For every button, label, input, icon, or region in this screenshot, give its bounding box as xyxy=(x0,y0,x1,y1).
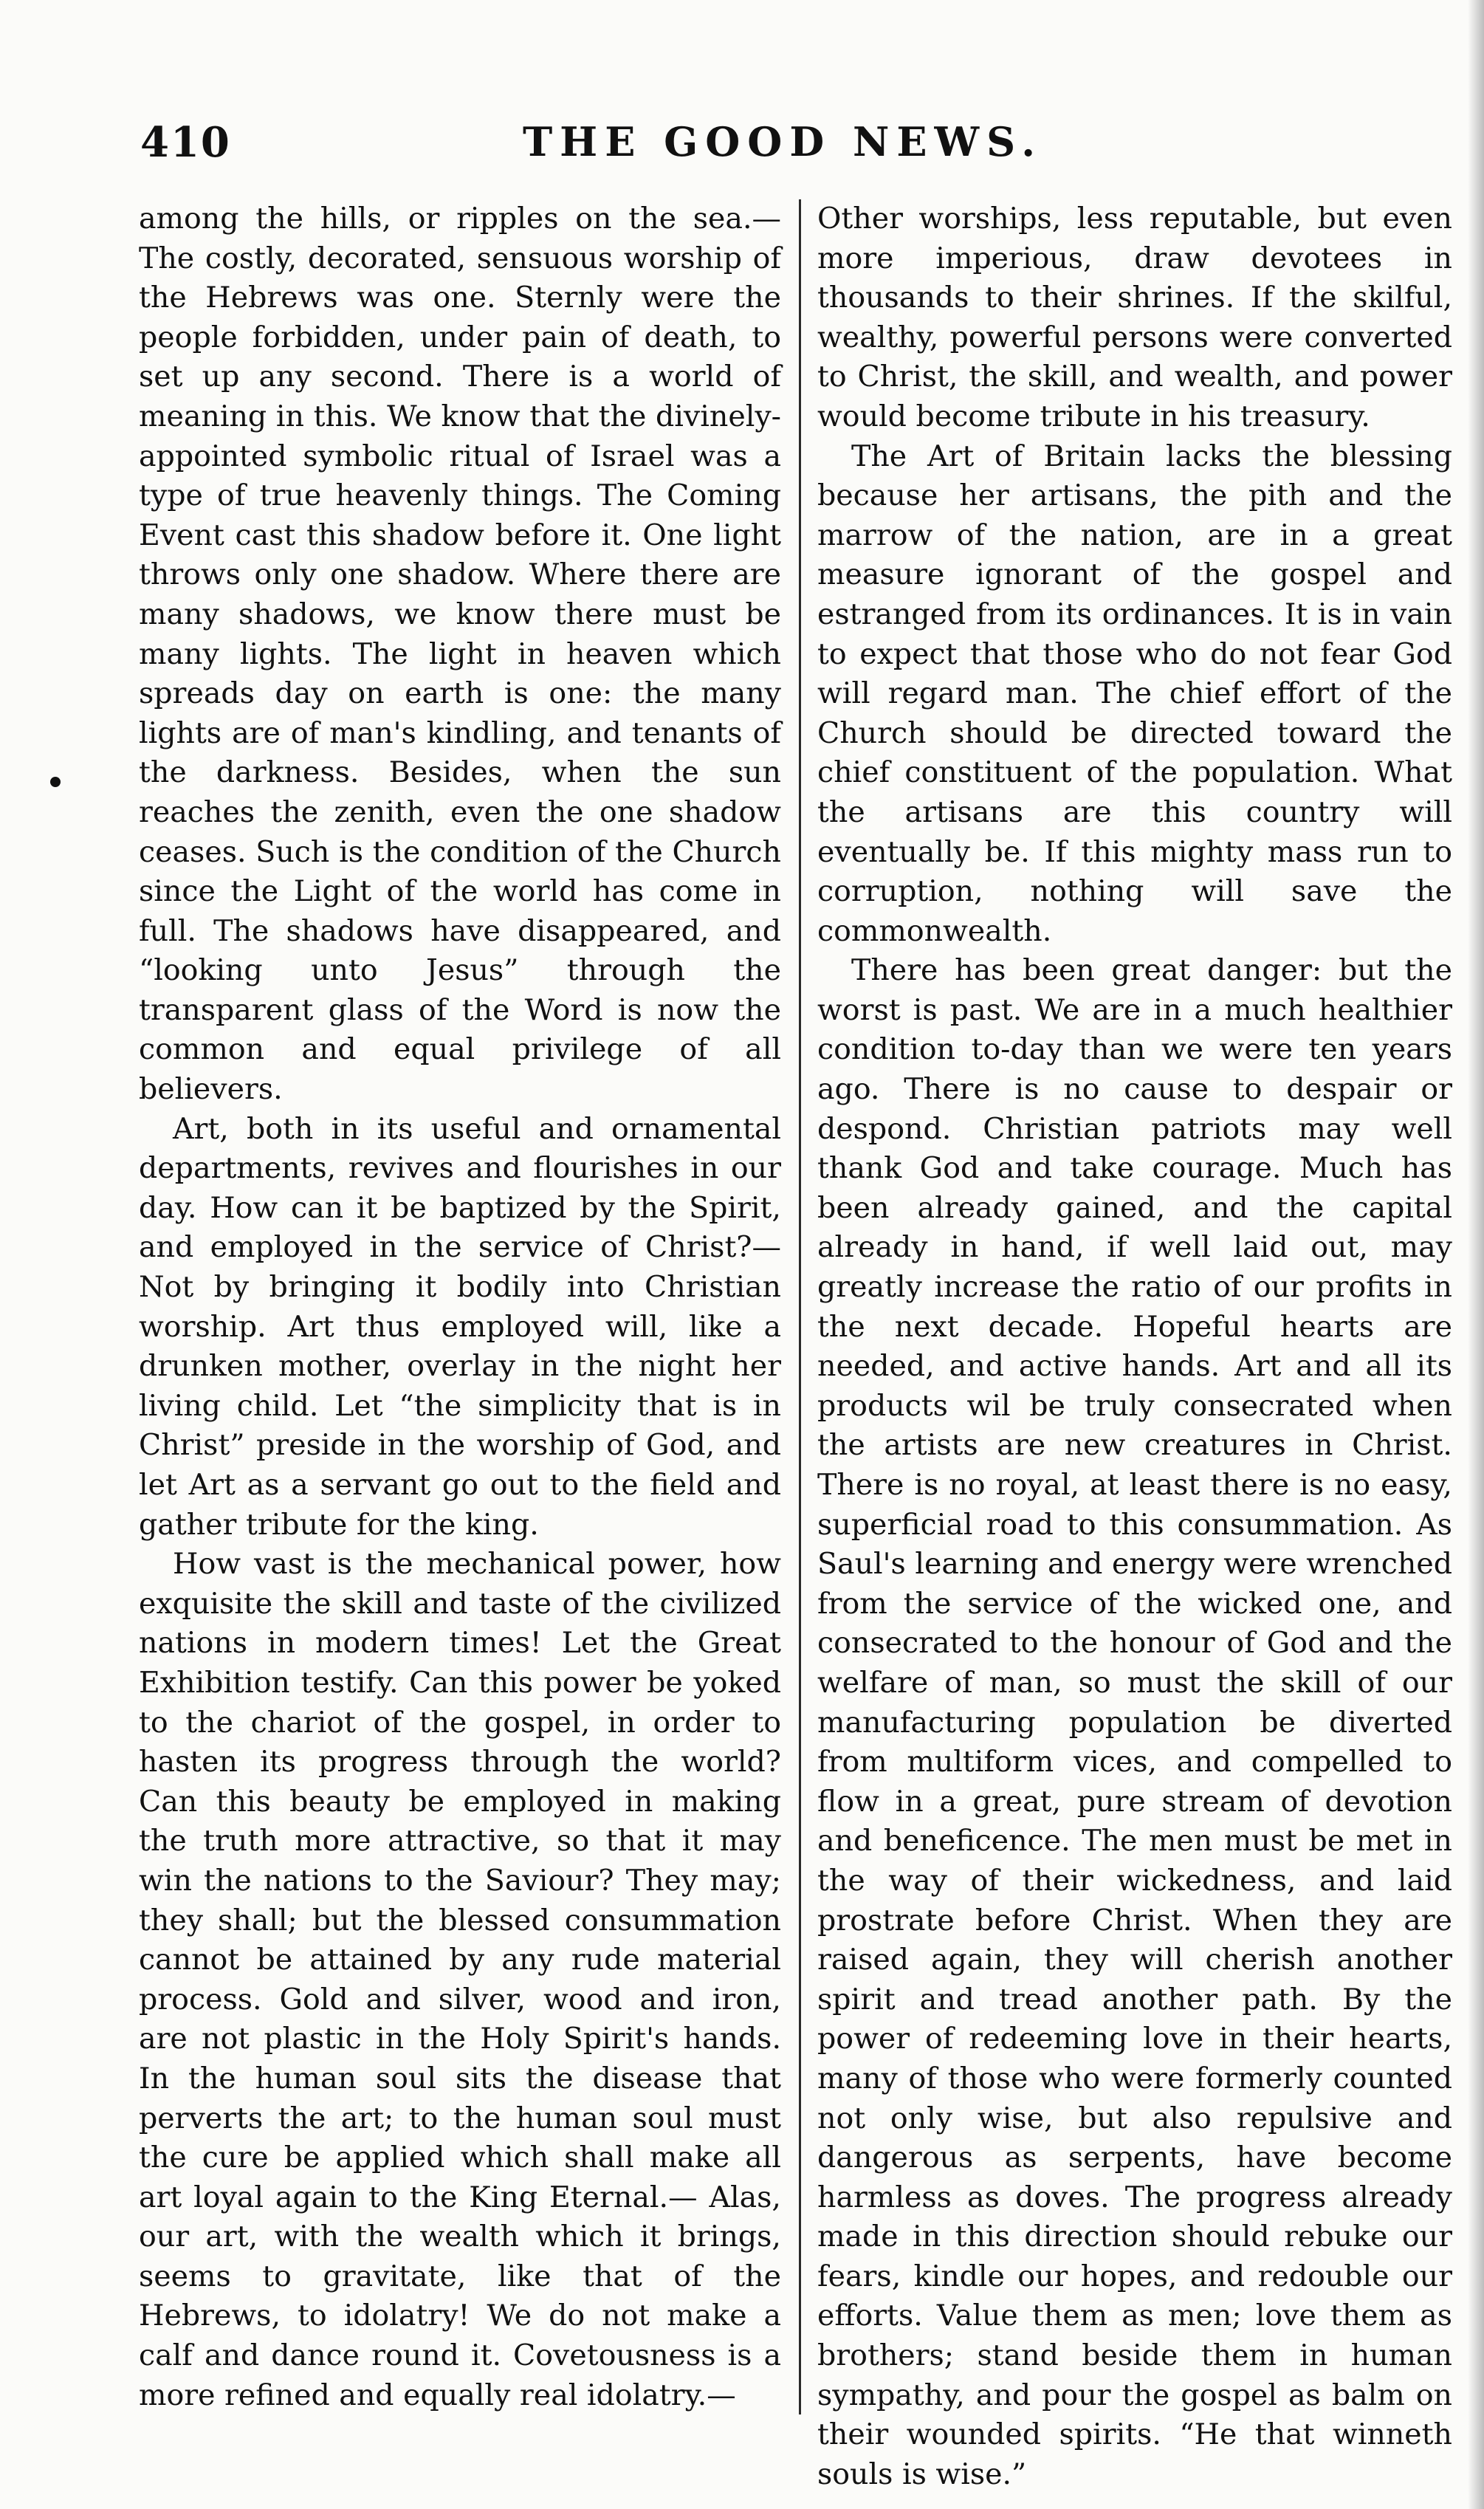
left-paragraph-1: among the hills, or ripples on the sea.— The costly, decorated, sensuous worship of the Hebrews was one. Sternly were the people forbidden, under pain of death, to set up any second. There is a world of meaning in this. We know that the divinely-appointed symbolic ritual of Israel was a type of true heavenly things. The Coming Event cast this shadow before it. One light throws only one shadow. Where there are many shadows, we know there must be many lights. The light in heaven which spreads day on earth is one: the many lights are of man's kindling, and tenants of the darkness. Besides, when the sun reaches the zenith, even the one shadow ceases. Such is the condition of the Church since the Light of the world has come in full. The shadows have disappeared, and “looking unto Jesus” through the transparent glass of the Word is now the common and equal privilege of all believers. xyxy=(139,202,781,1107)
running-title: THE GOOD NEWS. xyxy=(522,118,1043,165)
page-edge-shadow xyxy=(1468,0,1484,2509)
ink-speck xyxy=(50,777,61,787)
column-divider xyxy=(799,199,801,2414)
page-header xyxy=(140,118,1425,177)
right-paragraph-1: Other worships, less reputable, but even more imperious, draw devotees in thousands to their shrines. If the skilful, wealthy, powerful persons were converted to Christ, the skill, and wealth, and power would become tribute in his treasury. xyxy=(817,202,1452,433)
right-column xyxy=(817,199,1452,2494)
left-column xyxy=(139,199,781,2415)
right-paragraph-3: There has been great danger: but the worst is past. We are in a much healthier condition to-day than we were ten years ago. There is no cause to despair or despond. Christian patriots may well thank God and take courage. Much has been already gained, and the capital already in hand, if well laid out, may greatly increase the ratio of our profits in the next decade. Hopeful hearts are needed, and active hands. Art and all its products wil be truly consecrated when the artists are new creatures in Christ. There is no royal, at least there is no easy, superficial road to this consummation. As Saul's learning and energy were wrenched from the service of the wicked one, and consecrated to the honour of God and the welfare of man, so must the skill of our manufacturing population be diverted from multiform vices, and compelled to flow in a great, pure stream of devotion and beneficence. The men must be met in the way of their wickedness, and laid prostrate before Christ. When they are raised again, they will cherish another spirit and tread another path. By the power of redeeming love in their hearts, many of those who were formerly counted not only wise, but also repulsive and dangerous as serpents, have become harmless as doves. The progress already made in this direction should rebuke our fears, kindle our hopes, and redouble our efforts. Value them as men; love them as brothers; stand beside them in human sympathy, and pour the gospel as balm on their wounded spirits. “He that winneth souls is wise.” xyxy=(817,953,1452,2491)
page-number: 410 xyxy=(140,118,231,167)
left-paragraph-3: How vast is the mechanical power, how exquisite the skill and taste of the civilized nations in modern times! Let the Great Exhibition testify. Can this power be yoked to the chariot of the gospel, in order to hasten its progress through the world? Can this beauty be employed in making the truth more attractive, so that it may win the nations to the Saviour? They may; they shall; but the blessed consummation cannot be attained by any rude material process. Gold and silver, wood and iron, are not plastic in the Holy Spirit's hands. In the human soul sits the disease that perverts the art; to the human soul must the cure be applied which shall make all art loyal again to the King Eternal.— Alas, our art, with the wealth which it brings, seems to gravitate, like that of the Hebrews, to idolatry! We do not make a calf and dance round it. Covetousness is a more refined and equally real idolatry.— xyxy=(139,1547,781,2412)
right-paragraph-2: The Art of Britain lacks the blessing because her artisans, the pith and the marrow of the nation, are in a great measure ignorant of the gospel and estranged from its ordinances. It is in vain to expect that those who do not fear God will regard man. The chief effort of the Church should be directed toward the chief constituent of the population. What the artisans are this country will eventually be. If this mighty mass run to corruption, nothing will save the commonwealth. xyxy=(817,439,1452,948)
left-paragraph-2: Art, both in its useful and ornamental departments, revives and flourishes in our day. How can it be baptized by the Spirit, and employed in the service of Christ?— Not by bringing it bodily into Christian worship. Art thus employed will, like a drunken mother, overlay in the night her living child. Let “the simplicity that is in Christ” preside in the worship of God, and let Art as a servant go out to the field and gather tribute for the king. xyxy=(139,1111,781,1542)
